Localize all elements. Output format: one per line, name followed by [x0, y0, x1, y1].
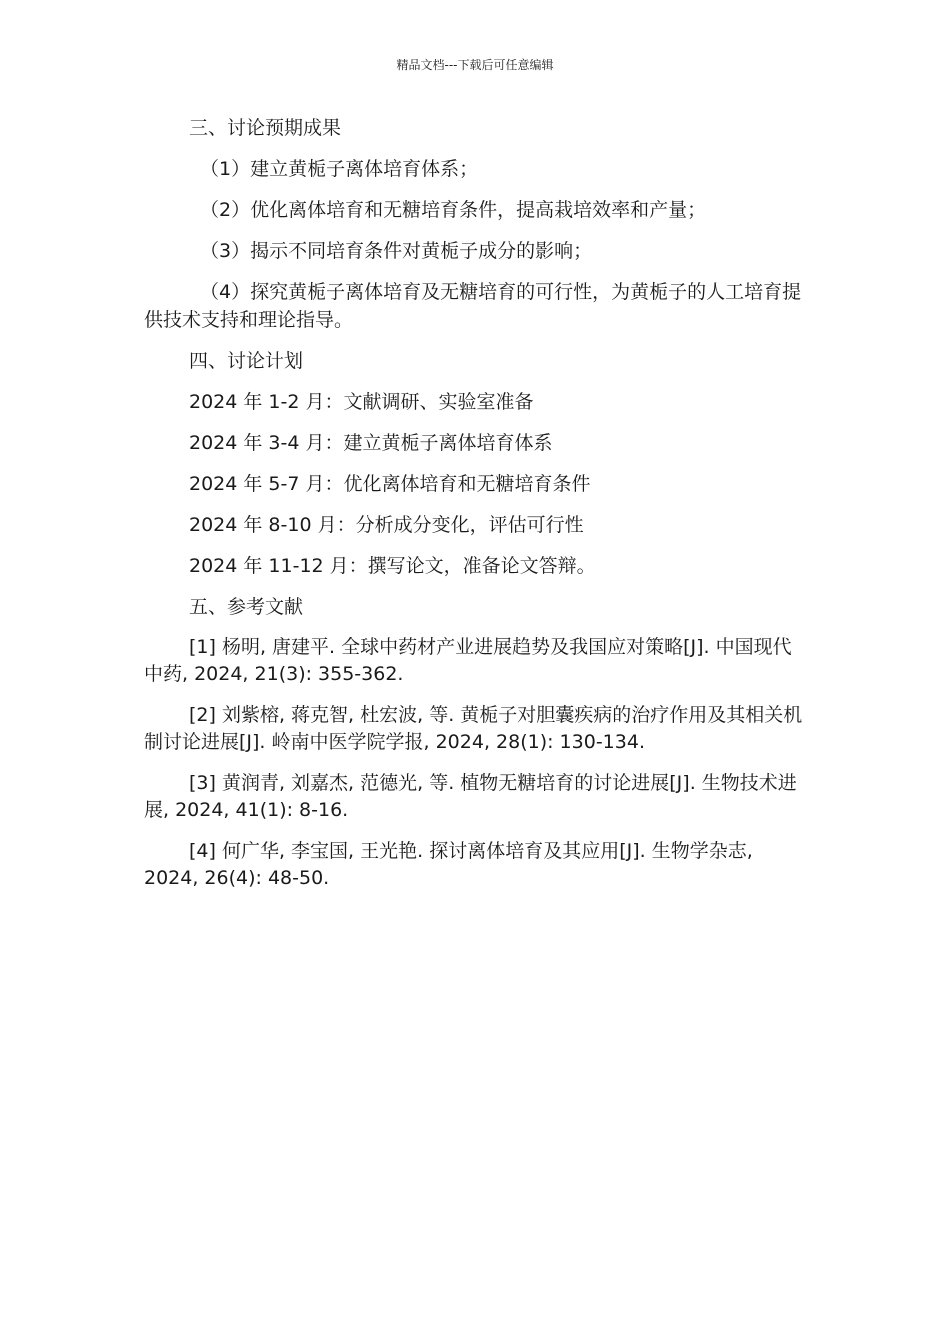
page-header: 精品文档---下载后可任意编辑: [396, 58, 554, 72]
document-body: [144, 114, 808, 906]
reference-item-4: [4] 何广华, 李宝国, 王光艳. 探讨离体培育及其应用[J]. 生物学杂志, 2024, 26(4): 48-50.: [144, 840, 753, 889]
reference-item-3: [3] 黄润青, 刘嘉杰, 范德光, 等. 植物无糖培育的讨论进展[J]. 生物技术进展, 2024, 41(1): 8-16.: [144, 772, 797, 821]
plan-item-5: 2024 年 11-12 月：撰写论文，准备论文答辩。: [189, 555, 596, 577]
plan-item-1: 2024 年 1-2 月：文献调研、实验室准备: [189, 391, 534, 413]
reference-item-2: [2] 刘紫榕, 蒋克智, 杜宏波, 等. 黄栀子对胆囊疾病的治疗作用及其相关机制讨论进展[J]. 岭南中医学院学报, 2024, 28(1): 130-134.: [144, 704, 803, 753]
reference-item-1: [1] 杨明, 唐建平. 全球中药材产业进展趋势及我国应对策略[J]. 中国现代中药, 2024, 21(3): 355-362.: [144, 636, 792, 685]
outcome-item-2: （2）优化离体培育和无糖培育条件，提高栽培效率和产量；: [200, 199, 707, 221]
plan-item-4: 2024 年 8-10 月：分析成分变化，评估可行性: [189, 514, 584, 536]
outcome-item-1: （1）建立黄栀子离体培育体系；: [200, 158, 479, 180]
plan-item-2: 2024 年 3-4 月：建立黄栀子离体培育体系: [189, 432, 553, 454]
section-heading-references: 五、参考文献: [189, 596, 304, 618]
plan-item-3: 2024 年 5-7 月：优化离体培育和无糖培育条件: [189, 473, 591, 495]
section-heading-outcomes: 三、讨论预期成果: [189, 117, 342, 139]
section-heading-plan: 四、讨论计划: [189, 350, 304, 372]
outcome-item-4: （4）探究黄栀子离体培育及无糖培育的可行性，为黄栀子的人工培育提供技术支持和理论指导。: [144, 281, 802, 331]
outcome-item-3: （3）揭示不同培育条件对黄栀子成分的影响；: [200, 240, 593, 262]
